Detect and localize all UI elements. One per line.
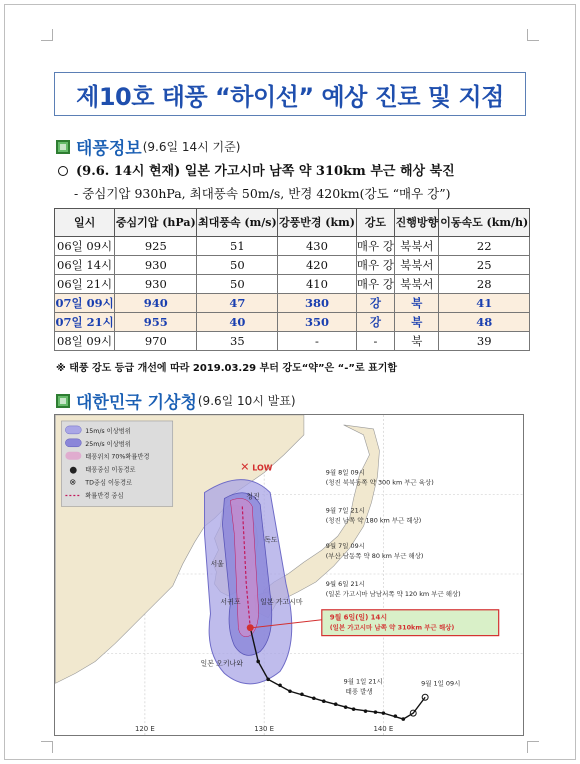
annotation: 9월 6일 21시 — [325, 579, 365, 588]
table-cell-dir: 북북서 — [395, 256, 439, 275]
table-cell-radius: 430 — [278, 237, 356, 256]
kma-heading — [56, 388, 296, 413]
table-cell-radius: 350 — [278, 313, 356, 332]
axis-label: 140 E — [373, 725, 394, 734]
table-cell-pressure: 940 — [115, 294, 197, 313]
section-title: 대한민국 기상청 — [76, 393, 197, 413]
crop-mark — [527, 741, 539, 753]
place-label: 일본 가고시마 — [260, 597, 303, 606]
table-cell-speed: 39 — [439, 332, 530, 351]
section-subtitle: (9.6일 14시 기준) — [142, 140, 241, 154]
current-status-line: (9.6. 14시 현재) 일본 가고시마 남쪽 약 310km 부근 해상 북진 — [58, 160, 455, 179]
table-cell-speed: 25 — [439, 256, 530, 275]
axis-label: 120 E — [134, 725, 155, 734]
forecast-track-map — [54, 414, 524, 736]
table-cell-speed: 28 — [439, 275, 530, 294]
table-cell-strength: 매우 강 — [356, 256, 395, 275]
crop-mark — [527, 29, 539, 41]
table-cell-strength: 강 — [356, 294, 395, 313]
table-row — [55, 237, 530, 256]
legend-label: 태풍위치 70%확률반경 — [85, 453, 150, 461]
table-cell-radius: 410 — [278, 275, 356, 294]
table-cell-speed: 41 — [439, 294, 530, 313]
crop-mark — [41, 29, 53, 41]
table-cell-speed: 22 — [439, 237, 530, 256]
table-cell-dir: 북북서 — [395, 275, 439, 294]
table-cell-strength: - — [356, 332, 395, 351]
callout-line-1: 9월 6일(일) 14시 — [329, 613, 388, 622]
table-header-row — [55, 209, 530, 237]
table-cell-time: 06일 09시 — [55, 237, 115, 256]
table-cell-pressure: 925 — [115, 237, 197, 256]
map-svg — [55, 415, 523, 735]
table-cell-strength: 매우 강 — [356, 275, 395, 294]
table-row — [55, 275, 530, 294]
legend-label: 태풍중심 이동경로 — [85, 466, 136, 474]
table-cell-time: 06일 21시 — [55, 275, 115, 294]
axis-label: 130 E — [254, 725, 275, 734]
table-cell-wind: 47 — [197, 294, 278, 313]
annotation: 태풍 발생 — [345, 687, 373, 696]
annotation: 9월 1일 09시 — [421, 679, 461, 688]
legend-label: 확률반경 중심 — [85, 492, 124, 500]
callout-line-2: (일본 가고시마 남쪽 약 310km 부근 해상) — [329, 623, 455, 632]
typhoon-table — [54, 208, 530, 351]
footnote: ※ 태풍 강도 등급 개선에 따라 2019.03.29 부터 강도“약”은 “-”로 표기함 — [56, 363, 398, 374]
table-row — [55, 332, 530, 351]
table-header-cell: 일시 — [55, 209, 115, 237]
annotation: (부산 남동쪽 약 80 km 부근 해상) — [325, 552, 424, 561]
annotation: (청진 북북동쪽 약 300 km 부근 육상) — [325, 478, 434, 487]
table-cell-dir: 북 — [395, 294, 439, 313]
table-header-cell: 강도 — [356, 209, 395, 237]
section-bullet-icon — [56, 394, 70, 408]
table-cell-time: 07일 21시 — [55, 313, 115, 332]
legend-prob-swatch — [65, 452, 81, 460]
table-cell-pressure: 970 — [115, 332, 197, 351]
table-cell-wind: 50 — [197, 256, 278, 275]
section-bullet-icon — [56, 140, 70, 154]
circle-bullet-icon — [58, 166, 68, 176]
place-label: 서귀포 — [220, 597, 241, 606]
detail-line: - 중심기압 930hPa, 최대풍속 50m/s, 반경 420km(강도 “매우 강”) — [74, 186, 451, 201]
annotation: (일본 가고시마 남남서쪽 약 120 km 부근 해상) — [325, 589, 461, 598]
crop-mark — [41, 741, 53, 753]
place-label: 독도 — [264, 536, 278, 545]
table-header-cell: 강풍반경 (km) — [278, 209, 356, 237]
table-cell-strength: 강 — [356, 313, 395, 332]
typhoon-symbol-icon: ● — [69, 465, 78, 476]
table-row — [55, 256, 530, 275]
typhoon-info-heading — [56, 134, 240, 159]
low-x-icon: ✕ — [240, 460, 250, 474]
table-cell-radius: 420 — [278, 256, 356, 275]
table-cell-time: 06일 14시 — [55, 256, 115, 275]
table-cell-speed: 48 — [439, 313, 530, 332]
legend-label: 15m/s 이상범위 — [85, 427, 131, 435]
annotation: 9월 7일 21시 — [325, 506, 365, 515]
legend-15ms-swatch — [65, 426, 81, 434]
table-header-cell: 진행방향 — [395, 209, 439, 237]
section-subtitle: (9.6일 10시 발표) — [197, 394, 296, 408]
annotation: 9월 8일 09시 — [325, 468, 365, 477]
table-cell-time: 08일 09시 — [55, 332, 115, 351]
place-label: 서울 — [210, 560, 224, 569]
table-header-cell: 중심기압 (hPa) — [115, 209, 197, 237]
annotation: 9월 1일 21시 — [343, 677, 383, 686]
legend-label: 25m/s 이상범위 — [85, 440, 131, 448]
table-cell-dir: 북 — [395, 313, 439, 332]
low-label: LOW — [252, 463, 273, 473]
table-cell-wind: 50 — [197, 275, 278, 294]
table-cell-dir: 북 — [395, 332, 439, 351]
page-title: 제10호 태풍 “하이선” 예상 진로 및 지점 — [76, 82, 504, 111]
table-cell-time: 07일 09시 — [55, 294, 115, 313]
table-row — [55, 294, 530, 313]
title-box — [54, 72, 526, 116]
legend-25ms-swatch — [65, 439, 81, 447]
table-cell-strength: 매우 강 — [356, 237, 395, 256]
td-symbol-icon: ⊗ — [69, 477, 77, 487]
place-label: 청진 — [246, 492, 260, 501]
place-label: 일본 오키나와 — [200, 659, 243, 668]
table-row — [55, 313, 530, 332]
table-cell-dir: 북북서 — [395, 237, 439, 256]
table-cell-radius: - — [278, 332, 356, 351]
table-cell-radius: 380 — [278, 294, 356, 313]
table-header-cell: 최대풍속 (m/s) — [197, 209, 278, 237]
table-header-cell: 이동속도 (km/h) — [439, 209, 530, 237]
table-body — [55, 237, 530, 351]
legend-label: TD중심 이동경로 — [85, 479, 133, 487]
table-cell-pressure: 930 — [115, 256, 197, 275]
annotation: 9월 7일 09시 — [325, 542, 365, 551]
section-title: 태풍정보 — [76, 139, 142, 159]
table-cell-wind: 40 — [197, 313, 278, 332]
table-cell-pressure: 930 — [115, 275, 197, 294]
table-cell-pressure: 955 — [115, 313, 197, 332]
table-cell-wind: 35 — [197, 332, 278, 351]
annotation: (청진 남쪽 약 180 km 부근 해상) — [325, 516, 422, 525]
table-cell-wind: 51 — [197, 237, 278, 256]
